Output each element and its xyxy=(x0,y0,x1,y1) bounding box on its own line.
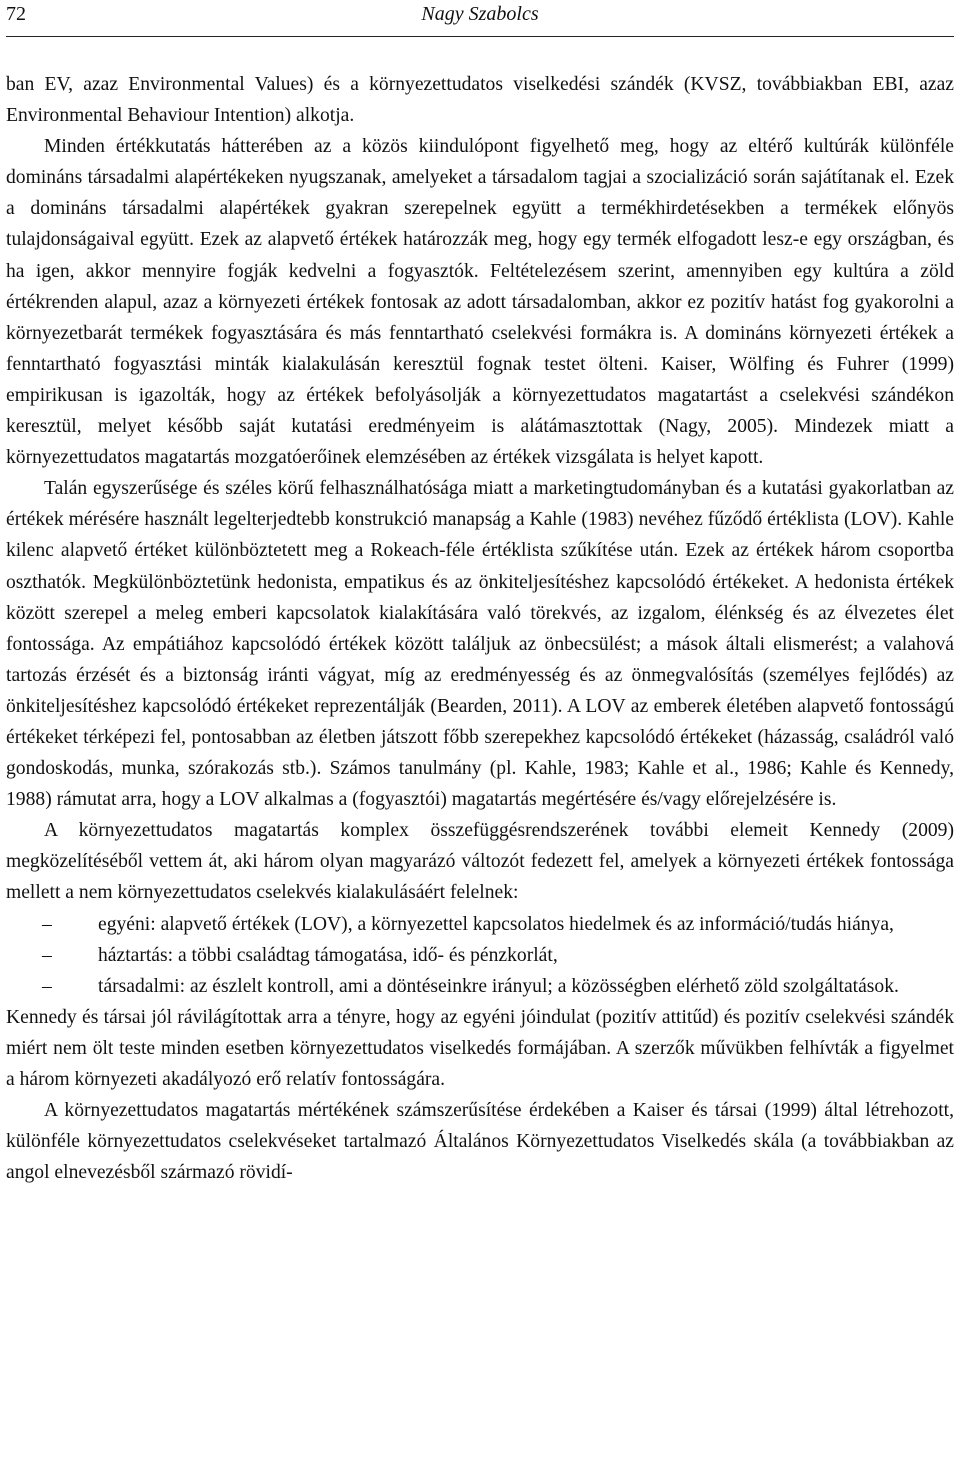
paragraph-kennedy-findings: Kennedy és társai jól rávilágítottak arra a tényre, hogy az egyéni jóindulat (pozitív attitűd) és pozitív cselekvési szándék miért nem ölt teste minden esetben környezettudatos viselkedés formájában. A szerzők művükben felhívták a figyelmet a három környezeti akadályozó erő relatív fontosságára. xyxy=(6,1006,954,1090)
paragraph-gebs-scale: A környezettudatos magatartás mértékének számszerűsítése érdekében a Kaiser és társai (1999) által létrehozott, különféle környezettudatos cselekvéseket tartalmazó Általános Környezettudatos Viselkedés skála (a továbbiakban az angol elnevezésből származó rövidí- xyxy=(6,1100,954,1184)
list-item-text: háztartás: a többi családtag támogatása, idő- és pénzkorlát, xyxy=(98,944,558,966)
list-item xyxy=(6,940,954,971)
page-header xyxy=(6,0,954,37)
barrier-list xyxy=(6,909,954,1002)
list-item xyxy=(6,971,954,1002)
list-item-text: társadalmi: az észlelt kontroll, ami a döntéseinkre irányul; a közösségben elérhető zöld szolgáltatások. xyxy=(98,975,899,997)
page-body xyxy=(6,69,954,1188)
paragraph-continued: ban EV, azaz Environmental Values) és a környezettudatos viselkedési szándék (KVSZ, továbbiakban EBI, azaz Environmental Behaviour Intention) alkotja. xyxy=(6,74,954,127)
dash-bullet: – xyxy=(42,944,52,966)
document-page xyxy=(6,0,954,1188)
page-number: 72 xyxy=(6,3,26,25)
dash-bullet: – xyxy=(42,913,52,935)
list-item-text: egyéni: alapvető értékek (LOV), a környezettel kapcsolatos hiedelmek és az információ/tudás hiánya, xyxy=(98,913,894,935)
running-head-author: Nagy Szabolcs xyxy=(421,3,539,25)
list-item xyxy=(6,909,954,940)
dash-bullet: – xyxy=(42,975,52,997)
paragraph-kennedy: A környezettudatos magatartás komplex összefüggésrendszerének további elemeit Kennedy (2009) megközelítéséből vettem át, aki három olyan magyarázó változót fedezett fel, amelyek a környezeti értékek fontossága mellett a nem környezettudatos cselekvés kialakulásáért felelnek: xyxy=(6,820,954,904)
paragraph-values: Minden értékkutatás hátterében az a közös kiindulópont figyelhető meg, hogy az eltérő kultúrák különféle domináns társadalmi alapértékeken nyugszanak, amelyeket a társadalom tagjai a szocializáció során sajátítanak el. Ezek a domináns társadalmi alapértékek gyakran szerepelnek együtt a termékhirdetésekben a termékek előnyös tulajdonságaival együtt. Ezek az alapvető értékek határozzák meg, hogy egy termék elfogadott lesz-e egy országban, és ha igen, akkor mennyire fogják kedvelni a fogyasztók. Feltételezésem szerint, amennyiben egy kultúra a zöld értékrenden alapul, azaz a környezeti értékek fontosak az adott társadalomban, akkor ez pozitív hatást fog gyakorolni a környezetbarát termékek fogyasztására és más fenntartható cselekvési formákra is. A domináns környezeti értékek a fenntartható fogyasztási minták kialakulásán keresztül fognak testet ölteni. Kaiser, Wölfing és Fuhrer (1999) empirikusan is igazolták, hogy az értékek befolyásolják a környezettudatos magatartást a cselekvési szándékon keresztül, melyet később saját kutatási eredményeim is alátámasztottak (Nagy, 2005). Mindezek miatt a környezettudatos magatartás mozgatóerőinek elemzésében az értékek vizsgálata is helyet kapott. xyxy=(6,136,954,469)
paragraph-lov: Talán egyszerűsége és széles körű felhasználhatósága miatt a marketingtudományban és a kutatási gyakorlatban az értékek mérésére használt legelterjedtebb konstrukció manapság a Kahle (1983) nevéhez fűződő értéklista (LOV). Kahle kilenc alapvető értéket különböztetett meg a Rokeach-féle értéklista szűkítése után. Ezek az értékek három csoportba oszthatók. Megkülönböztetünk hedonista, empatikus és az önkiteljesítéshez kapcsolódó értékeket. A hedonista értékek között szerepel a meleg emberi kapcsolatok kialakítására való törekvés, az izgalom, élénkség és az élvezetes élet fontossága. Az empátiához kapcsolódó értékek között találjuk az önbecsülést; a mások általi elismerést; a valahová tartozás érzését és a biztonság iránti vágyat, míg az eredményesség és az önmegvalósítás (személyes fejlődés) az önkiteljesítéshez kapcsolódó értékeket reprezentálják (Bearden, 2011). A LOV az emberek életében alapvető fontosságú értékeket térképezi fel, pontosabban az életben játszott főbb szerepekhez kapcsolódó értékeket (házasság, családról való gondoskodás, munka, szórakozás stb.). Számos tanulmány (pl. Kahle, 1983; Kahle et al., 1986; Kahle és Kennedy, 1988) rámutat arra, hogy a LOV alkalmas a (fogyasztói) magatartás megértésére és/vagy előrejelzésére is. xyxy=(6,478,954,811)
